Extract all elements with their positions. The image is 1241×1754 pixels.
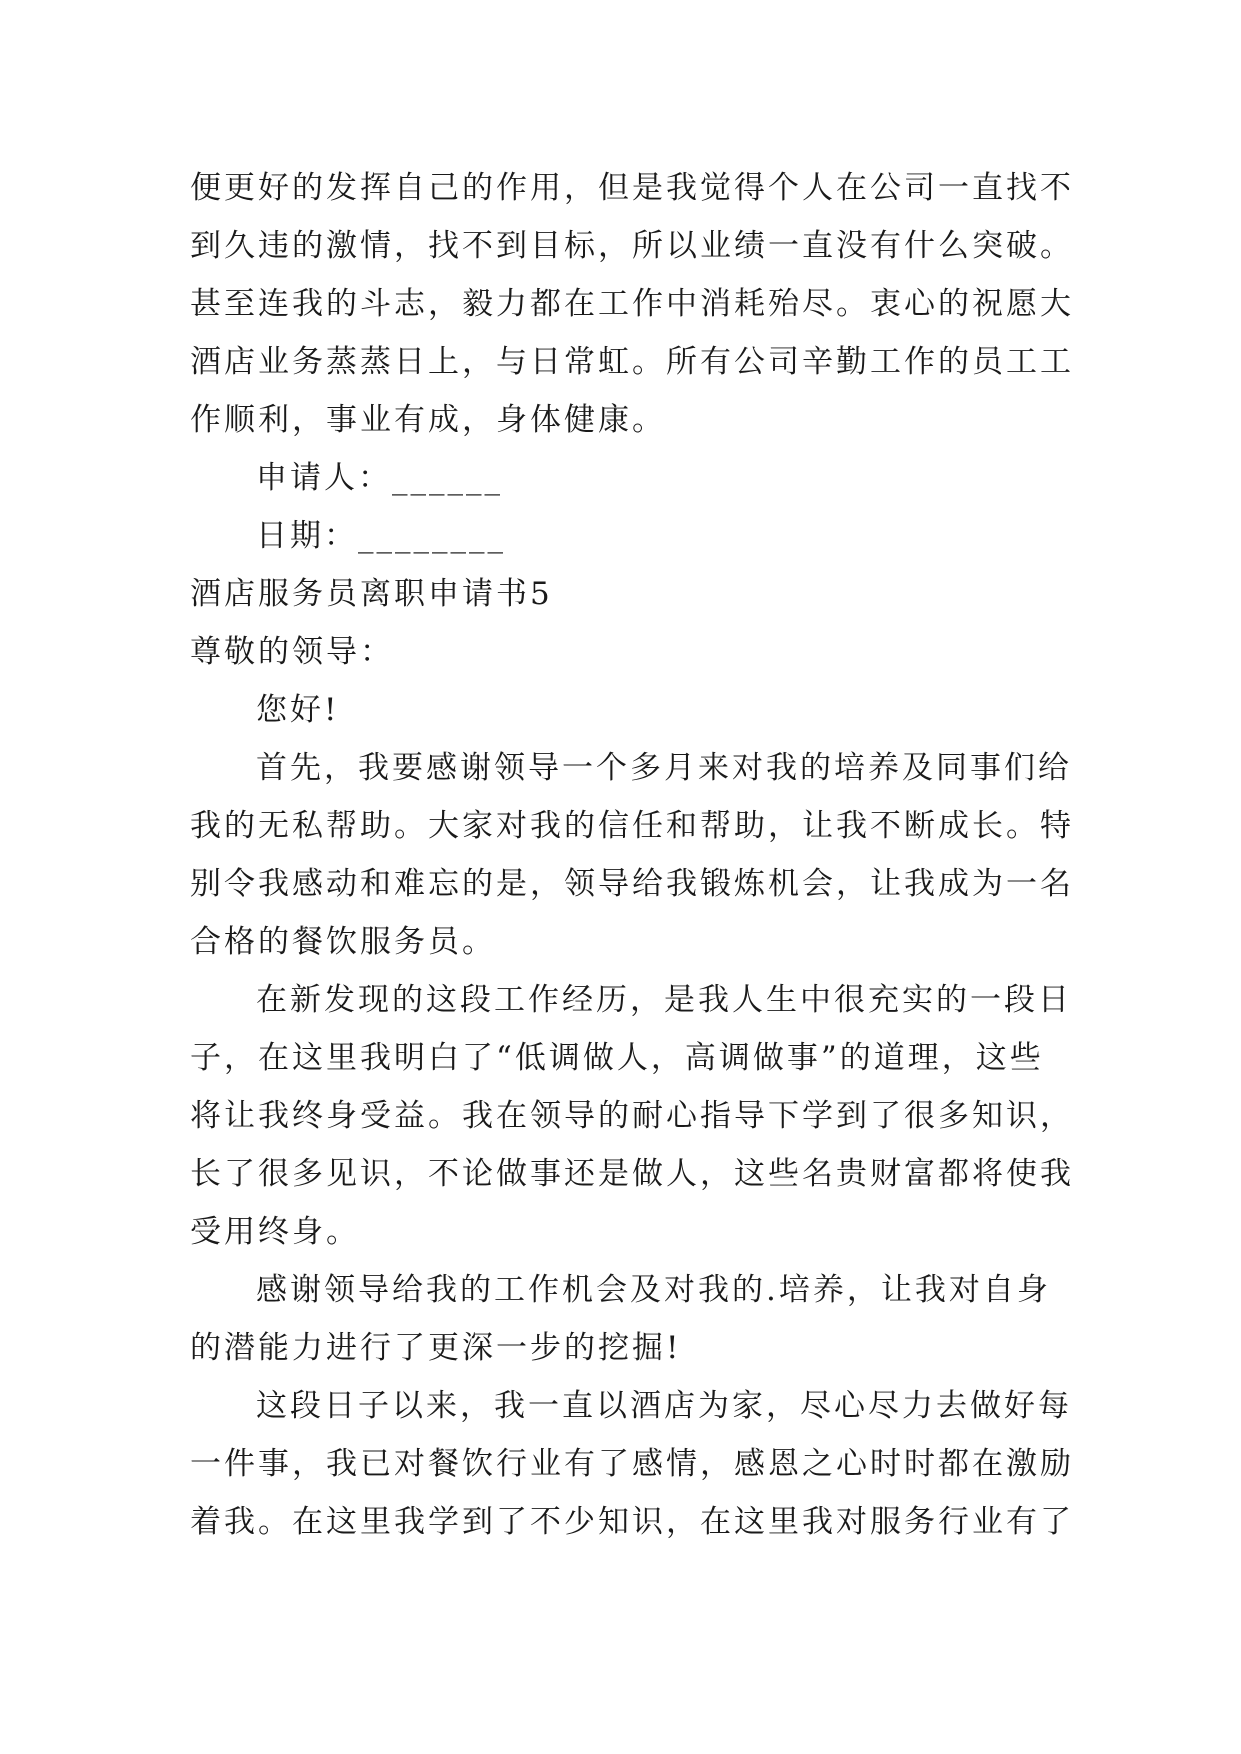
text-line: 的潜能力进行了更深一步的挖掘! bbox=[190, 1330, 682, 1366]
text-line: 到久违的激情，找不到目标，所以业绩一直没有什么突破。 bbox=[190, 228, 1074, 264]
greeting: 您好! bbox=[256, 692, 340, 728]
text-line: 便更好的发挥自己的作用，但是我觉得个人在公司一直找不 bbox=[190, 170, 1074, 206]
text-line: 这段日子以来，我一直以酒店为家，尽心尽力去做好每 bbox=[256, 1388, 1072, 1424]
text-line: 我的无私帮助。大家对我的信任和帮助，让我不断成长。特 bbox=[190, 808, 1074, 844]
text-line: 将让我终身受益。我在领导的耐心指导下学到了很多知识， bbox=[190, 1098, 1074, 1134]
text-line: 合格的餐饮服务员。 bbox=[190, 924, 496, 960]
text-line: 首先，我要感谢领导一个多月来对我的培养及同事们给 bbox=[256, 750, 1072, 786]
text-line: 子，在这里我明白了“低调做人，高调做事”的道理，这些 bbox=[190, 1040, 1044, 1076]
date-field: 日期：________ bbox=[256, 518, 506, 554]
text-line: 长了很多见识，不论做事还是做人，这些名贵财富都将使我 bbox=[190, 1156, 1074, 1192]
text-line: 一件事，我已对餐饮行业有了感情，感恩之心时时都在激励 bbox=[190, 1446, 1074, 1482]
salutation: 尊敬的领导： bbox=[190, 634, 394, 670]
text-line: 作顺利，事业有成，身体健康。 bbox=[190, 402, 666, 438]
text-line: 别令我感动和难忘的是，领导给我锻炼机会，让我成为一名 bbox=[190, 866, 1074, 902]
text-line: 着我。在这里我学到了不少知识，在这里我对服务行业有了 bbox=[190, 1504, 1074, 1540]
text-line: 甚至连我的斗志，毅力都在工作中消耗殆尽。衷心的祝愿大 bbox=[190, 286, 1074, 322]
text-line: 感谢领导给我的工作机会及对我的.培养，让我对自身 bbox=[256, 1272, 1051, 1308]
text-line: 在新发现的这段工作经历，是我人生中很充实的一段日 bbox=[256, 982, 1072, 1018]
text-line: 受用终身。 bbox=[190, 1214, 360, 1250]
text-line: 酒店业务蒸蒸日上，与日常虹。所有公司辛勤工作的员工工 bbox=[190, 344, 1074, 380]
applicant-field: 申请人：______ bbox=[256, 460, 503, 496]
section-title: 酒店服务员离职申请书5 bbox=[190, 576, 553, 612]
